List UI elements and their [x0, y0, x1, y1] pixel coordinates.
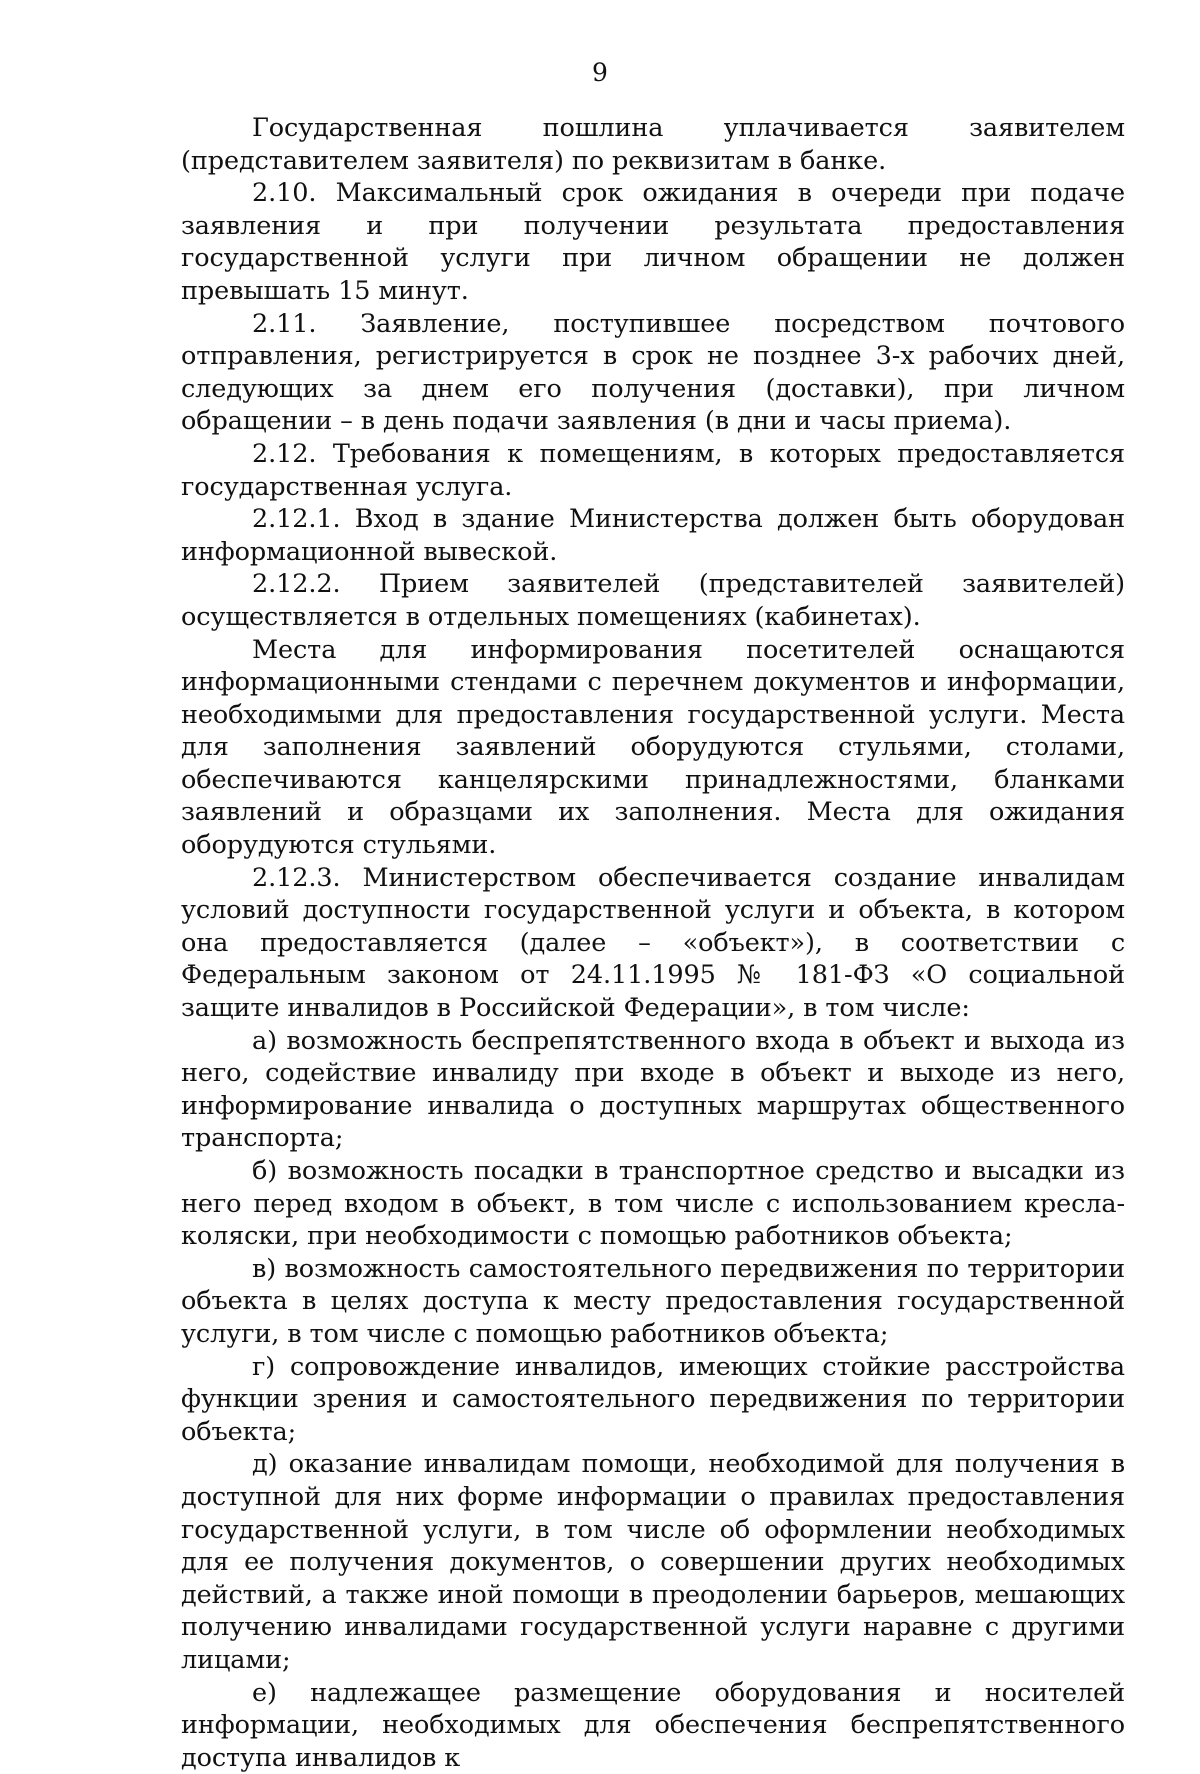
paragraph-2-10: 2.10. Максимальный срок ожидания в очереди при подаче заявления и при получении результата предоставления государственной услуги при личном обращении не должен превышать 15 минут.	[181, 177, 1125, 307]
list-item-v: в) возможность самостоятельного передвижения по территории объекта в целях доступа к месту предоставления государственной услуги, в том числе с помощью работников объекта;	[181, 1253, 1125, 1351]
paragraph-2-12-2: 2.12.2. Прием заявителей (представителей заявителей) осуществляется в отдельных помещениях (кабинетах).	[181, 568, 1125, 633]
list-item-d: д) оказание инвалидам помощи, необходимой для получения в доступной для них форме информации о правилах предоставления государственной услуги, в том числе об оформлении необходимых для ее получения документов, о совершении других необходимых действий, а также иной помощи в преодолении барьеров, мешающих получению инвалидами государственной услуги наравне с другими лицами;	[181, 1448, 1125, 1676]
paragraph-2-12-1: 2.12.1. Вход в здание Министерства должен быть оборудован информационной вывеской.	[181, 503, 1125, 568]
paragraph-state-fee: Государственная пошлина уплачивается заявителем (представителем заявителя) по реквизитам в банке.	[181, 112, 1125, 177]
paragraph-2-12-3: 2.12.3. Министерством обеспечивается создание инвалидам условий доступности государственной услуги и объекта, в котором она предоставляется (далее – «объект»), в соответствии с Федеральным законом от 24.11.1995 № 181-ФЗ «О социальной защите инвалидов в Российской Федерации», в том числе:	[181, 862, 1125, 1025]
paragraph-2-11: 2.11. Заявление, поступившее посредством почтового отправления, регистрируется в срок не позднее 3-х рабочих дней, следующих за днем его получения (доставки), при личном обращении – в день подачи заявления (в дни и часы приема).	[181, 308, 1125, 438]
list-item-e: е) надлежащее размещение оборудования и носителей информации, необходимых для обеспечения беспрепятственного доступа инвалидов к	[181, 1677, 1125, 1774]
paragraph-2-12: 2.12. Требования к помещениям, в которых предоставляется государственная услуга.	[181, 438, 1125, 503]
page-number: 9	[0, 58, 1200, 88]
document-body	[181, 112, 1125, 1774]
list-item-g: г) сопровождение инвалидов, имеющих стойкие расстройства функции зрения и самостоятельного передвижения по территории объекта;	[181, 1351, 1125, 1449]
list-item-b: б) возможность посадки в транспортное средство и высадки из него перед входом в объект, в том числе с использованием кресла-коляски, при необходимости с помощью работников объекта;	[181, 1155, 1125, 1253]
paragraph-information-places: Места для информирования посетителей оснащаются информационными стендами с перечнем документов и информации, необходимыми для предоставления государственной услуги. Места для заполнения заявлений оборудуются стульями, столами, обеспечиваются канцелярскими принадлежностями, бланками заявлений и образцами их заполнения. Места для ожидания оборудуются стульями.	[181, 634, 1125, 862]
list-item-a: а) возможность беспрепятственного входа в объект и выхода из него, содействие инвалиду при входе в объект и выходе из него, информирование инвалида о доступных маршрутах общественного транспорта;	[181, 1025, 1125, 1155]
